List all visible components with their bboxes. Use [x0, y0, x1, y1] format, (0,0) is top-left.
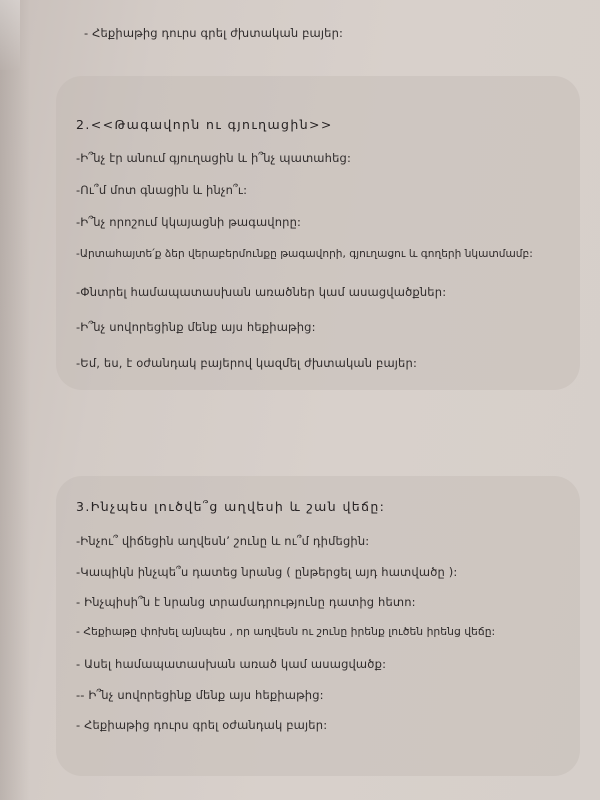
section2-item: -Ինչու՞ վիճեցին աղվեսն՚ շունը և ու՞մ դիմեցին:	[76, 534, 370, 548]
section1-item: -Ի՞նչ էր անում գյուղացին և ի՞նչ պատահեց:	[76, 151, 351, 165]
section1-item: -Արտահայտե՛ք ձեր վերաբերմունքը թագավորի, գյուղացու և գողերի նկատմամբ:	[76, 248, 533, 260]
section2-item: -Կապիկն ինչպե՞ս դատեց նրանց ( ընթերցել այդ հատվածը ):	[76, 565, 458, 579]
page-edge-shadow	[0, 0, 30, 800]
section2-item: - Ինչպիսի՞ն է նրանց տրամադրությունը դատից հետո:	[76, 595, 416, 609]
section1-item: -Ի՞նչ սովորեցինք մենք այս հեքիաթից:	[76, 320, 316, 334]
section1-heading: 2.<<Թագավորն ու գյուղացին>>	[76, 117, 333, 132]
section1-item: -Եմ, ես, է օժանդակ բայերով կազմել ժխտական բայեր:	[76, 356, 417, 370]
top-task-line: - Հեքիաթից դուրս գրել ժխտական բայեր:	[84, 26, 344, 40]
section1-item: -Ու՞մ մոտ գնացին և ինչո՞ւ:	[76, 183, 248, 197]
section2-item: - Հեքիաթը փոխել այնպես , որ աղվեսն ու շունը իրենք լուծեն իրենց վեճը:	[76, 625, 496, 638]
page-fold	[0, 0, 20, 70]
section2-item: - Ասել համապատասխան առած կամ ասացվածք:	[76, 657, 387, 671]
section1-item: -Փնտրել համապատասխան առածներ կամ ասացվածքներ:	[76, 285, 447, 299]
section2-item: -- Ի՞նչ սովորեցինք մենք այս հեքիաթից:	[76, 688, 324, 702]
section2-item: - Հեքիաթից դուրս գրել օժանդակ բայեր:	[76, 718, 328, 732]
section1-item: -Ի՞նչ որոշում կկայացնի թագավորը:	[76, 215, 302, 229]
section2-heading: 3.Ինչպես լուծվե՞ց աղվեսի և շան վեճը:	[76, 499, 386, 514]
